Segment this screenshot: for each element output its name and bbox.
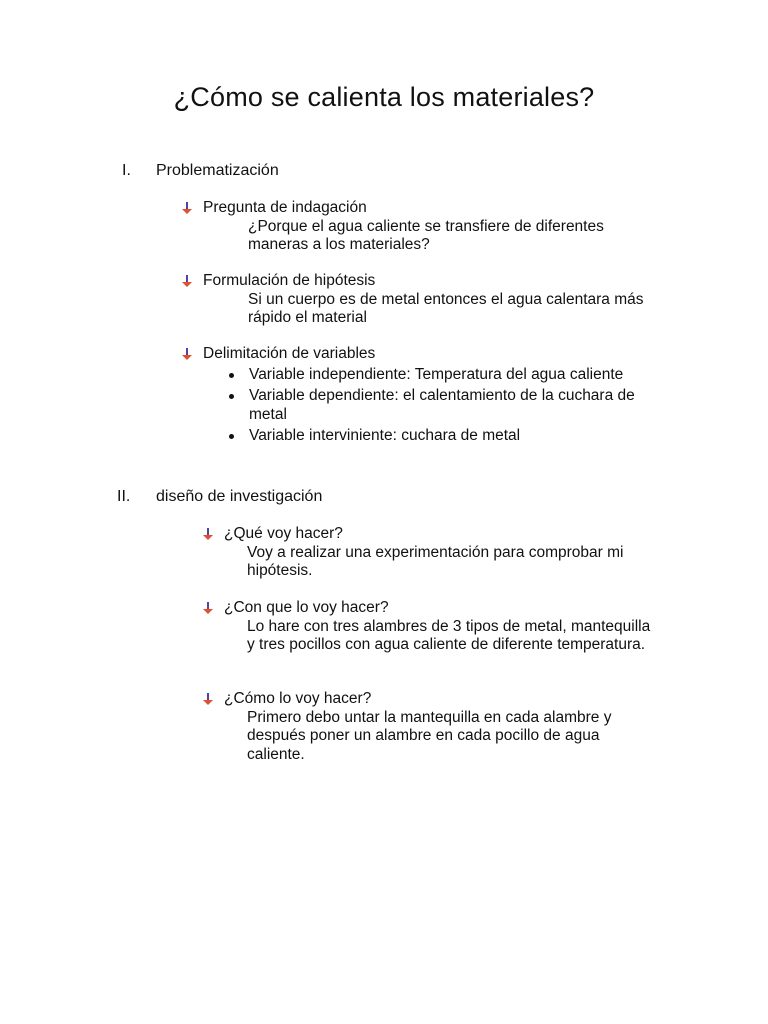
arrow-down-icon [202,528,214,541]
item-variables [203,345,663,449]
arrow-down-icon [181,202,193,215]
item-label: Formulación de hipótesis [203,272,376,289]
item-label: ¿Con que lo voy hacer? [224,599,389,616]
item-label: Delimitación de variables [203,345,376,362]
list-item: Variable dependiente: el calentamiento de la cuchara de metal [249,387,663,424]
section-2-number: II. [117,488,131,505]
item-que [224,525,654,581]
bullet-icon [229,373,234,378]
item-label: Pregunta de indagación [203,199,367,216]
arrow-down-icon [181,348,193,361]
page-title: ¿Cómo se calienta los materiales? [173,82,595,112]
item-pregunta [203,199,663,255]
item-label: ¿Cómo lo voy hacer? [224,690,372,707]
item-body: Voy a realizar una experimentación para comprobar mi hipótesis. [247,543,624,579]
section-1-title: Problematización [156,162,279,179]
item-body: Lo hare con tres alambres de 3 tipos de metal, mantequilla y tres pocillos con agua caliente de diferente temperatura. [247,617,651,653]
bullet-icon [229,434,234,439]
item-body: Primero debo untar la mantequilla en cada alambre y después poner un alambre en cada pocillo de agua caliente. [247,708,612,763]
variables-list [203,366,663,446]
item-como [224,690,654,764]
section-1-number: I. [122,162,131,179]
section-2-title: diseño de investigación [156,488,323,505]
list-item: Variable independiente: Temperatura del agua caliente [249,366,663,385]
item-hipotesis [203,272,663,328]
list-item: Variable interviniente: cuchara de metal [249,427,663,446]
arrow-down-icon [181,275,193,288]
item-body: Si un cuerpo es de metal entonces el agua calentara más rápido el material [248,290,644,326]
arrow-down-icon [202,693,214,706]
item-con-que [224,599,654,655]
arrow-down-icon [202,602,214,615]
bullet-icon [229,394,234,399]
item-label: ¿Qué voy hacer? [224,525,343,542]
item-body: ¿Porque el agua caliente se transfiere de diferentes maneras a los materiales? [248,217,604,253]
